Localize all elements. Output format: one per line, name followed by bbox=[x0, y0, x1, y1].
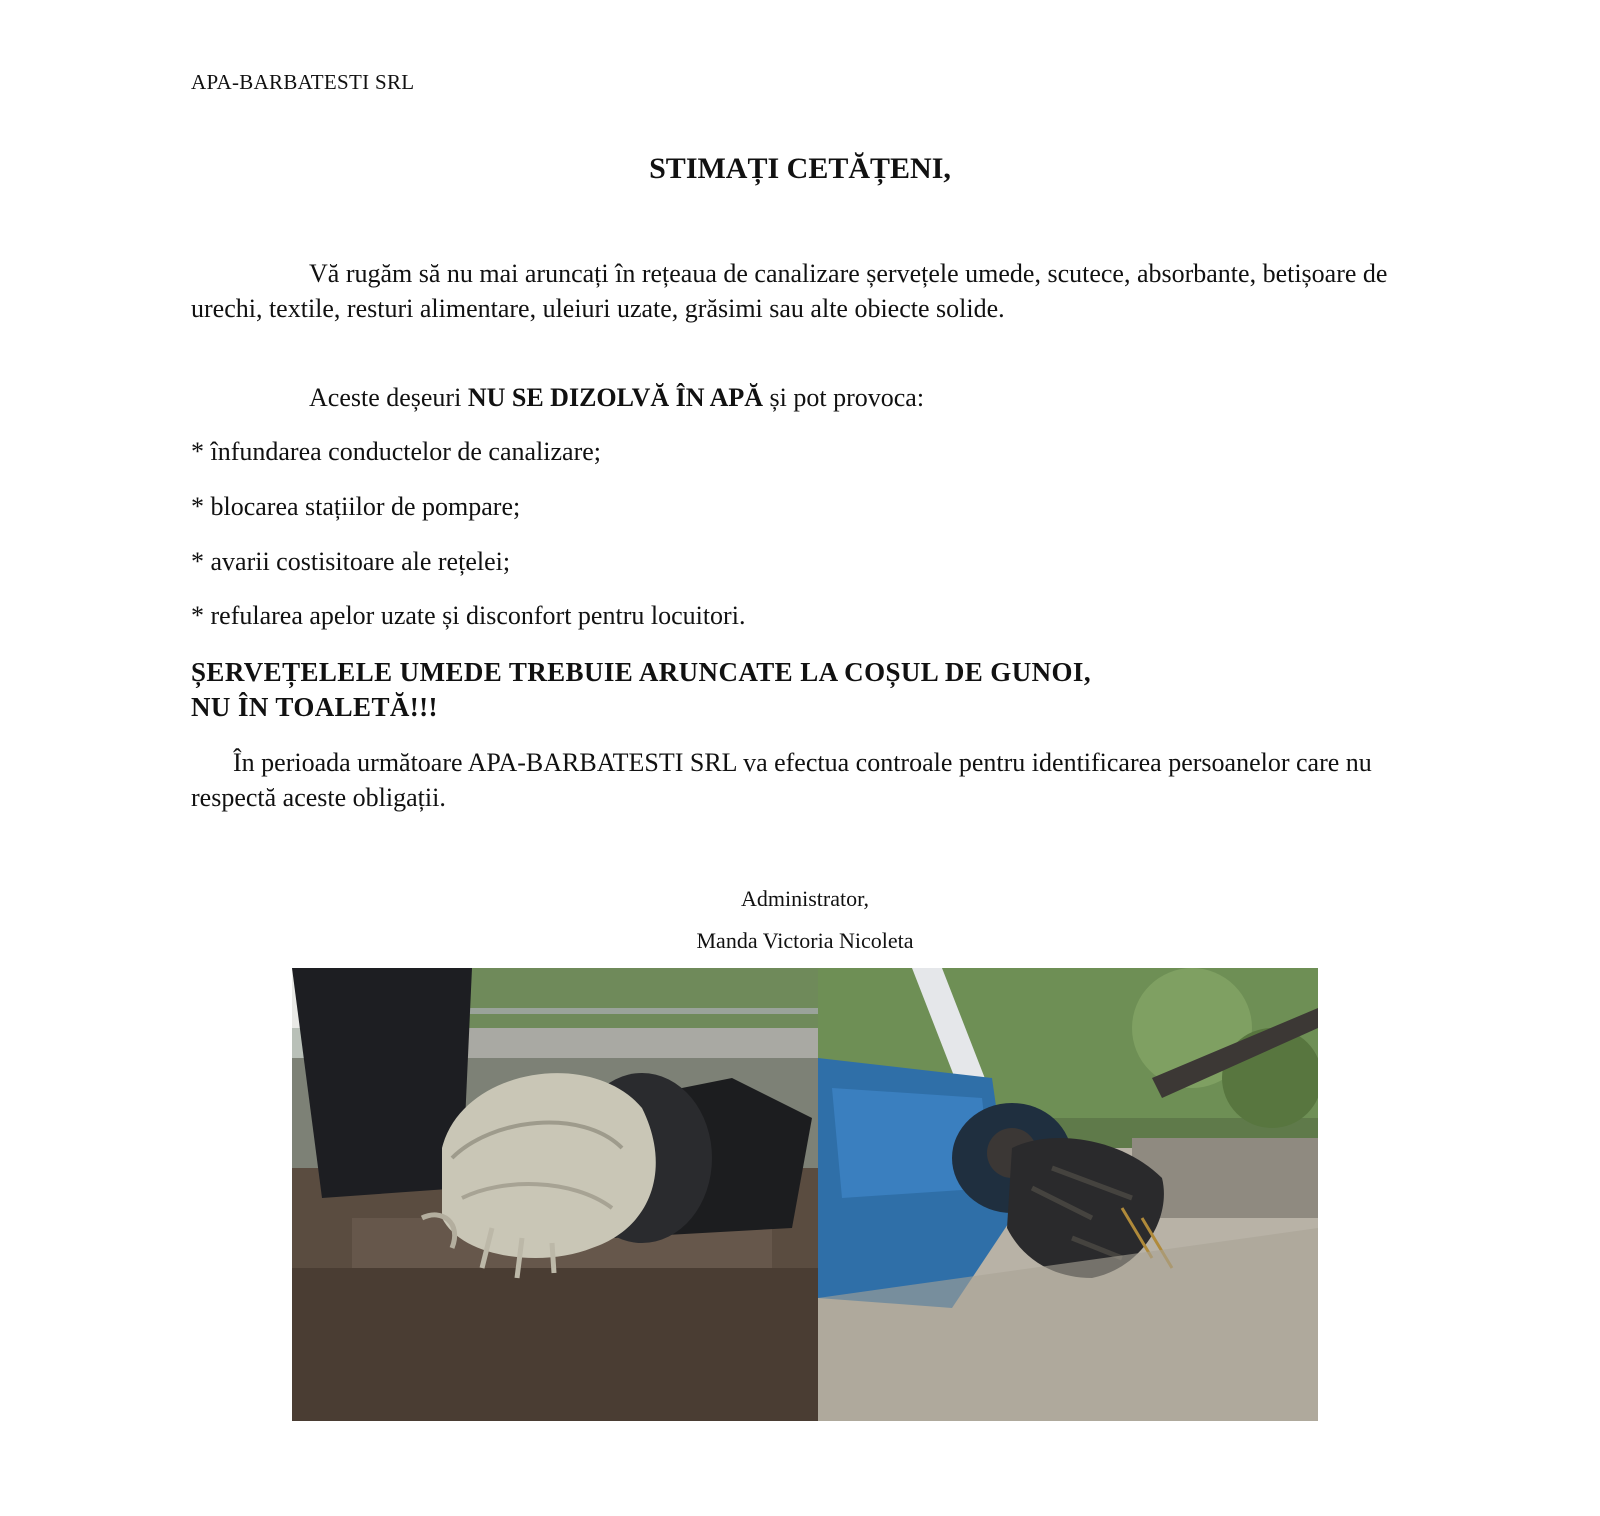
notice-title: STIMAȚI CETĂȚENI, bbox=[649, 152, 951, 185]
warning-heading bbox=[191, 655, 1431, 725]
warning-line: ȘERVEȚELELE UMEDE TREBUIE ARUNCATE LA COȘUL DE GUNOI, bbox=[191, 657, 1091, 687]
paragraph-controls-text: În perioada următoare APA-BARBATESTI SRL va efectua controale pentru identificarea persoanelor care nu respectă aceste obligații. bbox=[191, 748, 1372, 812]
bullet-item: * înfundarea conductelor de canalizare; bbox=[191, 437, 601, 466]
bullet-item: * avarii costisitoare ale rețelei; bbox=[191, 547, 511, 576]
company-header: APA-BARBATESTI SRL bbox=[191, 70, 415, 94]
signature-name: Manda Victoria Nicoleta bbox=[696, 928, 914, 953]
bullet-item: * blocarea stațiilor de pompare; bbox=[191, 492, 521, 521]
warning-line: NU ÎN TOALETĂ!!! bbox=[191, 692, 438, 722]
intro-bold: NU SE DIZOLVĂ ÎN APĂ bbox=[467, 383, 764, 412]
paragraph-request-text: Vă rugăm să nu mai aruncați în rețeaua de canalizare șervețele umede, scutece, absorbante, betișoare de urechi, textile, resturi alimentare, uleiuri uzate, grăsimi sau alte obiecte solide. bbox=[191, 259, 1388, 323]
signature-role: Administrator, bbox=[740, 886, 870, 911]
bullet-item: * refularea apelor uzate și disconfort pentru locuitori. bbox=[191, 601, 746, 630]
intro-after: și pot provoca: bbox=[763, 383, 925, 412]
photo-clogged-pump-wipes bbox=[292, 968, 818, 1421]
intro-before: Aceste deșeuri bbox=[309, 383, 468, 412]
photo-strip bbox=[292, 968, 1318, 1421]
paragraph-request bbox=[191, 256, 1391, 326]
photo-clogged-pump-debris bbox=[818, 968, 1318, 1421]
paragraph-consequences-intro bbox=[191, 380, 1391, 415]
paragraph-controls bbox=[191, 745, 1391, 815]
